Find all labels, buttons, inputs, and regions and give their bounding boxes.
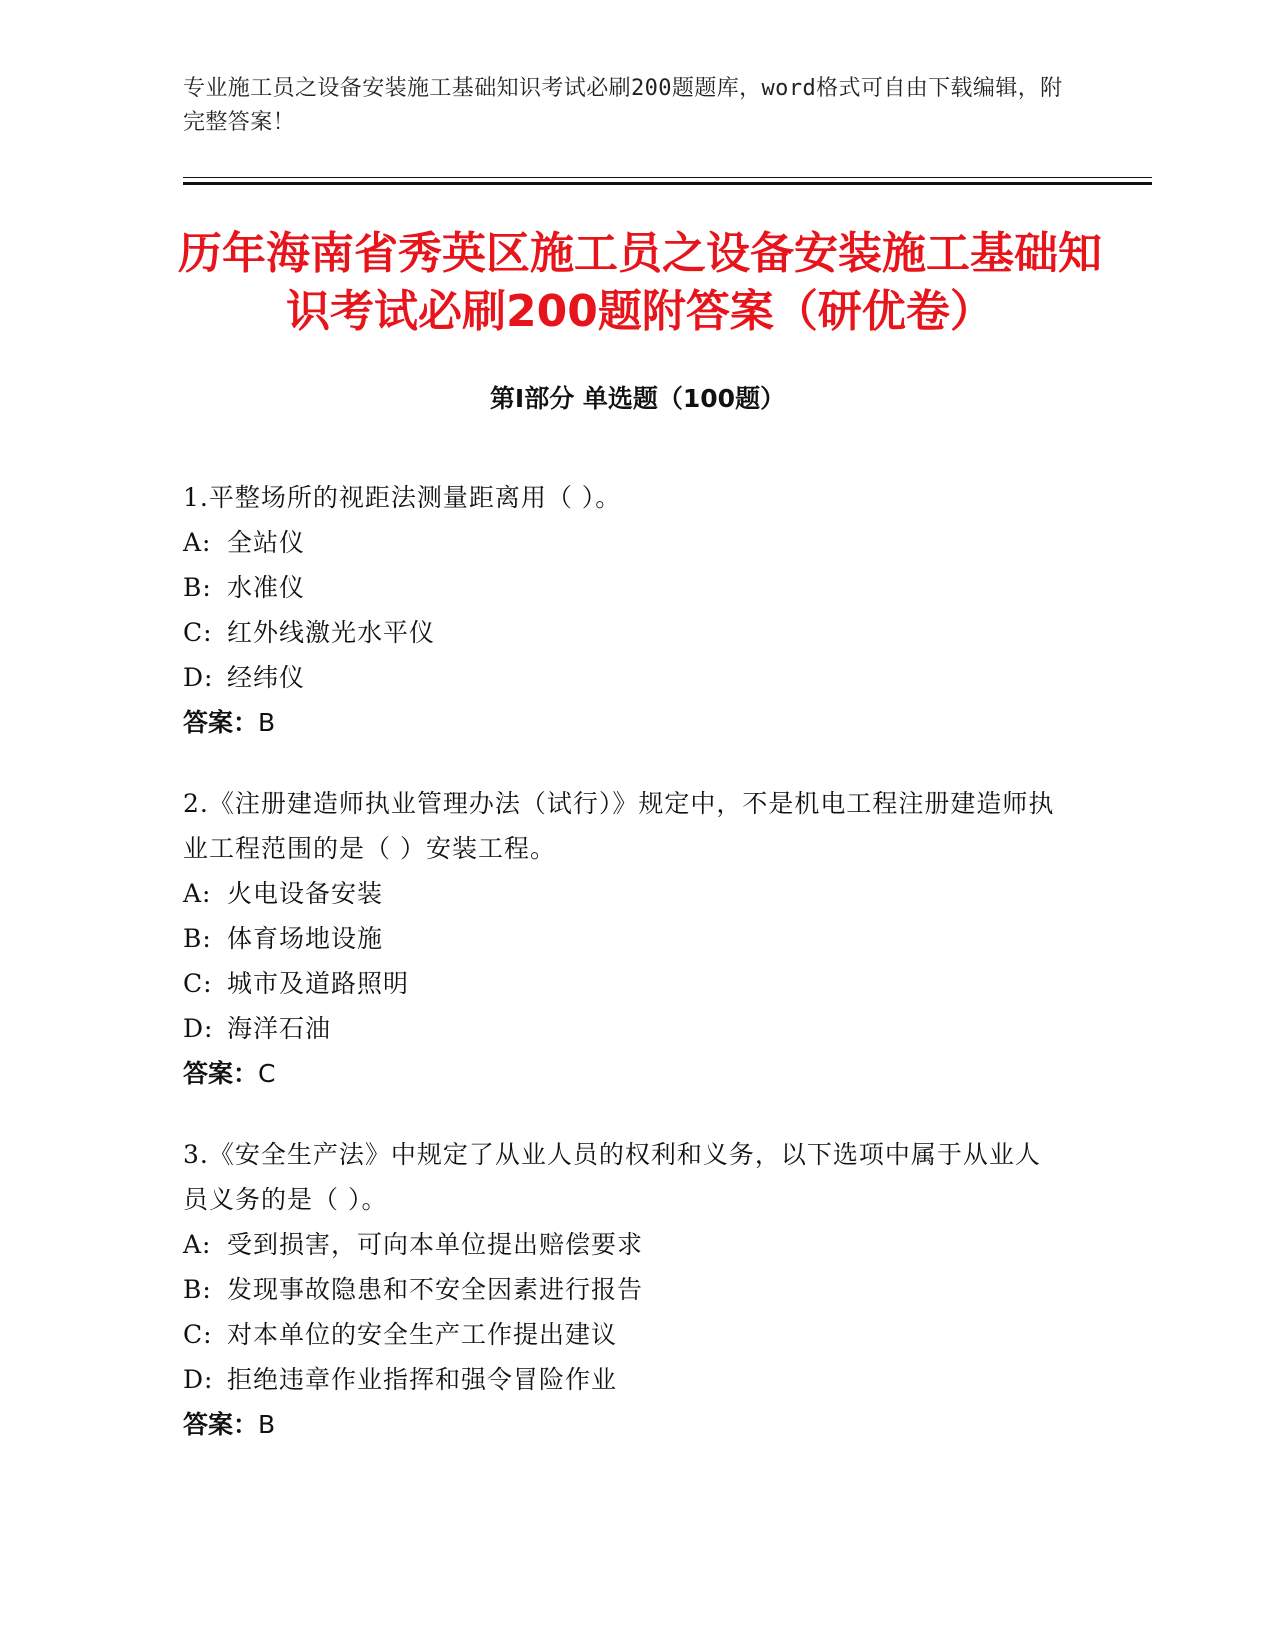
answer-value: C <box>258 1059 276 1088</box>
option-key: C: <box>183 969 213 998</box>
answer-line <box>183 1402 1063 1447</box>
option-key: D: <box>183 663 214 692</box>
header-rule-thick <box>183 182 1152 185</box>
question-text: 3.《安全生产法》中规定了从业人员的权利和义务，以下选项中属于从业人员义务的是（ ）。 <box>183 1140 1041 1214</box>
option-text: 受到损害，可向本单位提出赔偿要求 <box>227 1230 644 1259</box>
option-key: A: <box>183 528 212 557</box>
answer-value: B <box>258 1410 276 1439</box>
question-2 <box>183 781 1063 1096</box>
option-text: 拒绝违章作业指挥和强令冒险作业 <box>227 1365 618 1394</box>
question-list <box>183 475 1063 1483</box>
option-text: 城市及道路照明 <box>227 969 410 998</box>
answer-label: 答案： <box>183 1059 259 1088</box>
option-d <box>183 1006 1063 1051</box>
option-text: 对本单位的安全生产工作提出建议 <box>227 1320 618 1349</box>
option-text: 体育场地设施 <box>227 924 384 953</box>
answer-line <box>183 700 1063 745</box>
option-b <box>183 565 1063 610</box>
header-note: 专业施工员之设备安装施工基础知识考试必刷200题题库，word格式可自由下载编辑，附完整答案！ <box>183 76 1063 135</box>
option-key: D: <box>183 1014 214 1043</box>
option-c <box>183 1312 1063 1357</box>
option-text: 发现事故隐患和不安全因素进行报告 <box>227 1275 644 1304</box>
option-text: 水准仪 <box>227 573 306 602</box>
option-a <box>183 1222 1063 1267</box>
option-key: C: <box>183 618 213 647</box>
option-a <box>183 520 1063 565</box>
document-title: 历年海南省秀英区施工员之设备安装施工基础知识考试必刷200题附答案（研优卷） <box>178 228 1102 337</box>
option-key: B: <box>183 1275 212 1304</box>
option-key: D: <box>183 1365 214 1394</box>
question-text: 1.平整场所的视距法测量距离用（ ）。 <box>183 483 622 512</box>
option-key: B: <box>183 924 212 953</box>
answer-label: 答案： <box>183 1410 259 1439</box>
option-text: 经纬仪 <box>227 663 306 692</box>
question-text: 2.《注册建造师执业管理办法（试行）》规定中，不是机电工程注册建造师执业工程范围的是（ ）安装工程。 <box>183 789 1055 863</box>
answer-label: 答案： <box>183 708 259 737</box>
option-text: 海洋石油 <box>227 1014 332 1043</box>
option-key: C: <box>183 1320 213 1349</box>
answer-line <box>183 1051 1063 1096</box>
section-heading: 第Ⅰ部分 单选题（100题） <box>489 384 786 413</box>
option-text: 红外线激光水平仪 <box>227 618 436 647</box>
option-d <box>183 1357 1063 1402</box>
option-text: 全站仪 <box>227 528 306 557</box>
option-c <box>183 961 1063 1006</box>
option-c <box>183 610 1063 655</box>
option-key: A: <box>183 1230 212 1259</box>
option-text: 火电设备安装 <box>227 879 384 908</box>
option-d <box>183 655 1063 700</box>
option-b <box>183 916 1063 961</box>
answer-value: B <box>258 708 276 737</box>
question-1 <box>183 475 1063 745</box>
option-key: B: <box>183 573 212 602</box>
option-a <box>183 871 1063 916</box>
option-b <box>183 1267 1063 1312</box>
option-key: A: <box>183 879 212 908</box>
question-3 <box>183 1132 1063 1447</box>
header-rule-thin <box>183 177 1152 178</box>
